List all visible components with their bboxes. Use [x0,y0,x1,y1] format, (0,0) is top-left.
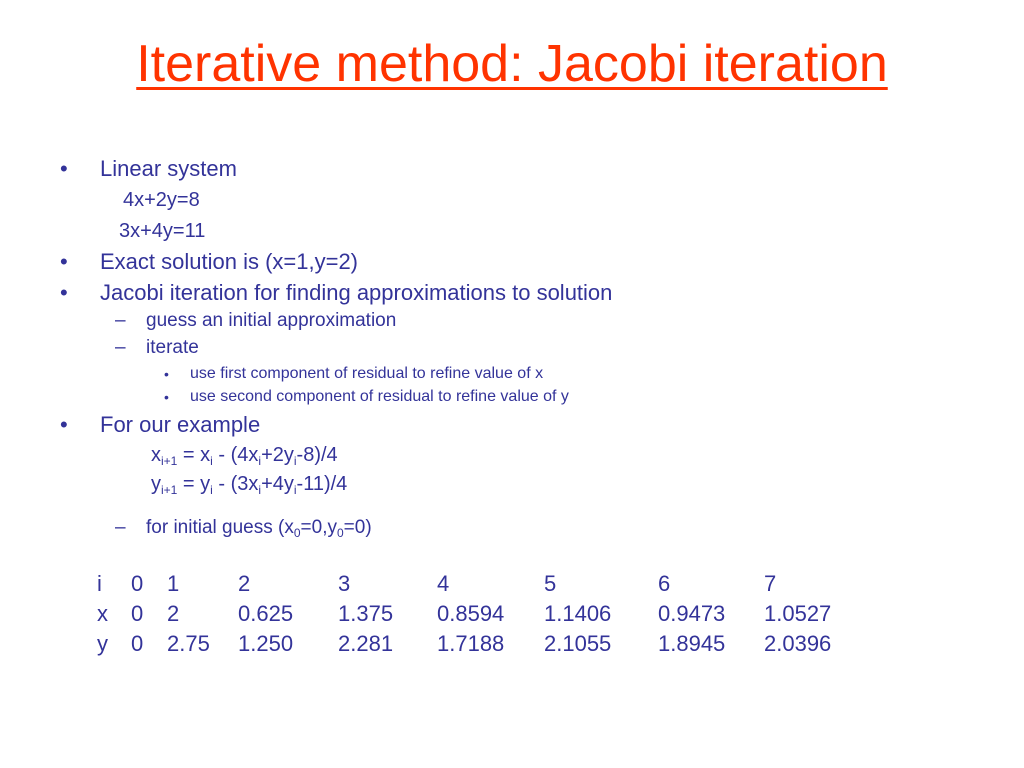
sub-bullet-icon: • [164,389,169,405]
table-cell: 1.7188 [437,631,505,656]
use-first-text: use first component of residual to refine value of x [190,365,544,382]
table-cell: 2.1055 [544,631,612,656]
table-cell: 0.8594 [437,601,505,626]
table-cell: 1.0527 [764,601,832,626]
equation-2: 3x+4y=11 [119,220,206,242]
table-cell: 2.75 [167,631,210,656]
bullet-icon: • [60,249,68,274]
bullet-icon: • [60,280,68,305]
exact-solution-text: Exact solution is (x=1,y=2) [100,249,359,274]
dash-icon: – [115,337,126,358]
use-second-text: use second component of residual to refine value of y [190,388,569,405]
x-update-formula: $x_{i+1} = x_i - (4x_i+2y_i-8)/4$ [151,444,338,468]
y-update-formula: $y_{i+1} = y_i - (3x_i+4y_i-11)/4$ [151,473,348,497]
table-cell: 1 [167,571,180,596]
bullet-icon: • [60,412,68,437]
table-cell: 2 [167,601,180,626]
table-cell: 6 [658,571,671,596]
table-cell: 0 [131,631,144,656]
table-cell: 0.9473 [658,601,726,626]
slide-title: Iterative method: Jacobi iteration [136,35,888,93]
example-label: For our example [100,412,261,437]
table-cell: 0 [131,601,144,626]
dash-icon: – [115,310,126,331]
table-cell: y [97,631,108,656]
table-cell: 3 [338,571,351,596]
bullet-icon: • [60,156,68,181]
table-cell: 5 [544,571,557,596]
table-cell: 2.0396 [764,631,832,656]
table-cell: 1.375 [338,601,394,626]
table-cell: 0.625 [238,601,294,626]
table-cell: 0 [131,571,144,596]
table-cell: 4 [437,571,450,596]
iterate-text: iterate [146,337,199,358]
table-cell: 1.1406 [544,601,612,626]
table-cell: 1.8945 [658,631,726,656]
linear-system-label: Linear system [100,156,237,181]
table-cell: 7 [764,571,777,596]
initial-guess-text: for initial guess $(x_0=0,y_0=0)$ [146,517,372,540]
table-cell: 2 [238,571,251,596]
equation-1: 4x+2y=8 [123,189,200,211]
jacobi-description: Jacobi iteration for finding approximations to solution [100,280,613,305]
table-cell: i [97,571,102,596]
table-cell: 1.250 [238,631,294,656]
dash-icon: – [115,517,126,538]
sub-bullet-icon: • [164,366,169,382]
table-cell: 2.281 [338,631,394,656]
table-cell: x [97,601,108,626]
guess-text: guess an initial approximation [146,310,397,331]
